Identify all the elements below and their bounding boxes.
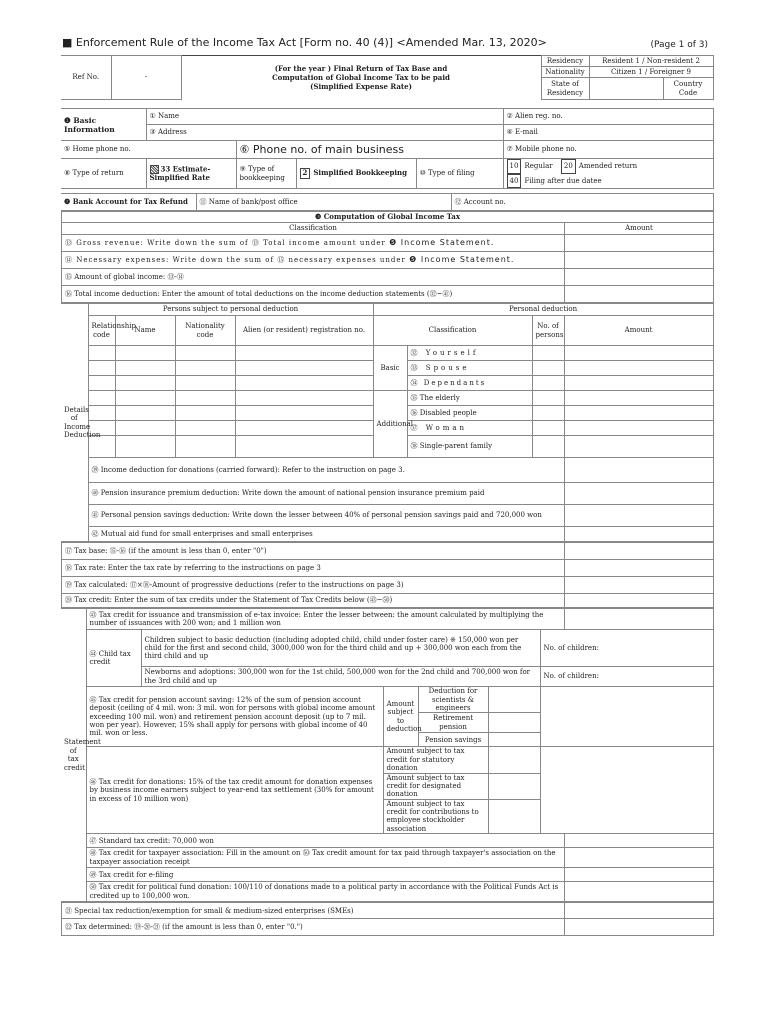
statutory-donation-amount[interactable] (488, 747, 540, 773)
type-book-value: Simplified Bookkeeping (313, 168, 407, 178)
state-label: State of Residency (541, 78, 589, 100)
sci-engineers-label: Deduction for scientists & engineers (418, 687, 488, 713)
table-cell[interactable] (175, 376, 235, 391)
dependants-label: ㉞ Dependants (407, 376, 532, 391)
type-book-code: 2 (300, 168, 311, 178)
global-income-amount[interactable] (565, 269, 714, 286)
table-cell[interactable] (88, 376, 115, 391)
type-return-code: 33 (160, 164, 171, 174)
tax-determined-amount[interactable] (565, 919, 714, 936)
table-cell[interactable] (235, 346, 373, 361)
expenses-label: ⑭ Necessary expenses: Write down the sum of ⑮ necessary expenses under (65, 256, 410, 265)
title-line-2: Computation of Global Income Tax to be paid (272, 73, 450, 83)
tax-base-amount[interactable] (565, 543, 714, 560)
mutual-aid-amount[interactable] (564, 527, 713, 542)
amount-header: Amount (565, 223, 714, 235)
donations-deduction-label: ㊴ Income deduction for donations (carried forward): Refer to the instruction on page 3. (88, 458, 564, 483)
disabled-label: ㊱ Disabled people (407, 406, 532, 421)
table-cell[interactable] (88, 406, 115, 421)
type-book-option[interactable] (296, 159, 416, 189)
ref-label: Ref No. (61, 56, 111, 100)
alien-header: Alien (or resident) registration no. (235, 316, 373, 346)
state-field[interactable] (589, 78, 663, 100)
residency-label: Residency (541, 56, 589, 67)
form-header: ■ Enforcement Rule of the Income Tax Act [Form no. 40 (4)] <Amended Mar. 13, 2020> (62, 36, 547, 49)
filing-opt-1: Regular (524, 162, 553, 170)
ref-value: - (111, 56, 181, 100)
total-deduction-amount[interactable] (565, 286, 714, 303)
expenses-ref: ❺ Income Statement. (409, 255, 515, 265)
tax-rate-label: ⑱ Tax rate: Enter the tax rate by referring to the instructions on page 3 (62, 560, 565, 577)
type-return-value: Estimate-Simplified Rate (149, 164, 211, 182)
table-cell[interactable] (564, 421, 713, 436)
deduction-details (61, 303, 714, 542)
persons-header: Persons subject to personal deduction (88, 304, 373, 316)
pension-insurance-amount[interactable] (564, 483, 713, 505)
table-cell[interactable] (175, 436, 235, 458)
tax-credit-amount[interactable] (565, 594, 714, 608)
expenses-amount[interactable] (565, 252, 714, 269)
table-cell[interactable] (175, 421, 235, 436)
table-cell[interactable] (532, 346, 564, 361)
tax-base-label: ⑰ Tax base: ⑮-⑯ (if the amount is less than 0, enter "0") (62, 543, 565, 560)
tax-credit-statement (61, 608, 714, 902)
designated-donation-amount[interactable] (488, 773, 540, 799)
classification-header: Classification (62, 223, 565, 235)
filing-code-2[interactable]: 20 (561, 159, 576, 174)
newborn-count[interactable]: No. of children: (540, 667, 713, 687)
final-lines (61, 902, 714, 936)
residency-value[interactable]: Resident 1 / Non-resident 2 (589, 56, 713, 67)
table-cell[interactable] (115, 376, 175, 391)
pension-savings-label: ㊶ Personal pension savings deduction: Write down the lesser between 40% of personal pension savings paid and 720,000 won (88, 505, 564, 527)
pension-savings-amount[interactable] (564, 505, 713, 527)
child-credit-text: Children subject to basic deduction (including adopted child, child under foster care) ※ 150,000 won per child for the first and second child, 3000,000 won for the third child and up + 300,000 won each from the third child and up (141, 630, 540, 667)
nationality-label: Nationality (541, 67, 589, 78)
retirement-pension-label: Retirement pension (418, 713, 488, 733)
donation-credit-text: ㊻ Tax credit for donations: 15% of the tax credit amount for donation expenses by business income earners subject to year-end tax settlement (30% for amount in excess of 10 million won) (86, 747, 383, 834)
credit-side-label: Statement of tax credit (61, 609, 86, 902)
child-count[interactable]: No. of children: (540, 630, 713, 667)
tax-return-form (61, 55, 713, 936)
table-cell[interactable] (115, 436, 175, 458)
table-cell[interactable] (175, 391, 235, 406)
total-deduction-label: ⑯ Total income deduction: Enter the amount of total deductions on the income deduction statements (㉜~㊶) (62, 286, 565, 303)
computation-title: ❸ Computation of Global Income Tax (62, 212, 714, 223)
page-number: (Page 1 of 3) (650, 40, 708, 50)
table-cell[interactable] (235, 361, 373, 376)
table-cell[interactable] (175, 346, 235, 361)
table-cell[interactable] (115, 421, 175, 436)
table-cell[interactable] (564, 376, 713, 391)
donation-credit-amount[interactable] (540, 747, 713, 834)
table-cell[interactable] (532, 406, 564, 421)
filing-opt-3: Filing after due datee (524, 176, 602, 185)
table-cell[interactable] (115, 361, 175, 376)
bank-account (61, 193, 714, 211)
relationship-header: Relationship code (88, 316, 115, 346)
tax-calculated-amount[interactable] (565, 577, 714, 594)
num-persons-header: No. of persons (532, 316, 564, 346)
etax-label: ㊸ Tax credit for issuance and transmission of e-tax invoice: Enter the lesser between: the amount calculated by multiplying the number of issuances with 200 won; and 1 million won (86, 609, 564, 630)
single-parent-label: ㊳ Single-parent family (407, 436, 532, 458)
table-cell[interactable] (235, 391, 373, 406)
type-return-label: ⑧ Type of return (61, 159, 146, 189)
sci-engineers-amount[interactable] (488, 687, 540, 713)
table-cell[interactable] (115, 406, 175, 421)
address-field[interactable]: ③ Address (146, 125, 503, 141)
standard-credit-amount[interactable] (564, 834, 713, 848)
amount-subject-label: Amount subject to deduction (383, 687, 418, 747)
table-cell[interactable] (235, 436, 373, 458)
account-field[interactable]: ⑫ Account no. (451, 194, 713, 211)
basic-info-label: ❶ Basic Information (61, 109, 146, 141)
bank-label: ❷ Bank Account for Tax Refund (61, 194, 196, 211)
pension-credit-amount[interactable] (540, 687, 713, 747)
donations-deduction-amount[interactable] (564, 458, 713, 483)
table-cell[interactable] (564, 391, 713, 406)
title-line-3: (Simplified Expense Rate) (310, 82, 412, 92)
title-line-1: (For the year ) Final Return of Tax Base and (274, 63, 448, 73)
table-cell[interactable] (564, 406, 713, 421)
basic-label: Basic (373, 346, 407, 391)
table-cell[interactable] (175, 406, 235, 421)
tax-rate-amount[interactable] (565, 560, 714, 577)
mobile-field[interactable]: ⑦ Mobile phone no. (503, 141, 713, 159)
table-cell[interactable] (532, 391, 564, 406)
child-credit-label: ㊹ Child tax credit (86, 630, 141, 687)
designated-donation-label: Amount subject to tax credit for designated donation (383, 773, 488, 799)
business-phone-field[interactable]: ⑥ Phone no. of main business (236, 141, 503, 159)
association-credit-amount[interactable] (564, 848, 713, 868)
gross-revenue-label: ⑬ Gross revenue: Write down the sum of ⑬ Total income amount under (65, 239, 390, 248)
table-cell[interactable] (532, 436, 564, 458)
bank-name-field[interactable]: ⑪ Name of bank/post office (196, 194, 451, 211)
table-cell[interactable] (532, 361, 564, 376)
filing-opt-2: Amended return (578, 162, 638, 170)
table-cell[interactable] (235, 421, 373, 436)
nationality-header: Nationality code (175, 316, 235, 346)
type-return-option[interactable] (146, 159, 236, 189)
nationality-value[interactable]: Citizen 1 / Foreigner 9 (589, 67, 713, 78)
tax-calculated-label: ⑲ Tax calculated: ⑰×⑱-Amount of progressive deductions (refer to the instructions on page 3) (62, 577, 565, 594)
table-cell[interactable] (88, 391, 115, 406)
etax-amount[interactable] (564, 609, 713, 630)
political-credit-amount[interactable] (564, 882, 713, 902)
table-cell[interactable] (175, 361, 235, 376)
name-header: Name (115, 316, 175, 346)
pension-credit-text: ㊺ Tax credit for pension account saving: 12% of the sum of pension account deposit (ceiling of 4 mil. won: 3 mil. won for persons with global income amount exceeding 100 mil. won) and retirement pension account deposit (up to 7 mil. won per year). However, 15% shall apply for persons with global income of 40 mil. won or less. (86, 687, 383, 747)
retirement-pension-amount[interactable] (488, 713, 540, 733)
home-phone-field[interactable]: ⑤ Home phone no. (61, 141, 236, 159)
table-cell[interactable] (564, 346, 713, 361)
additional-label: Additional (373, 391, 407, 458)
elderly-label: ㉟ The elderly (407, 391, 532, 406)
gross-revenue-ref: ❺ Income Statement. (389, 238, 495, 248)
gross-revenue-amount[interactable] (565, 235, 714, 252)
tax-lines (61, 542, 714, 608)
table-cell[interactable] (564, 361, 713, 376)
title-block (61, 55, 714, 100)
table-cell[interactable] (88, 361, 115, 376)
table-cell[interactable] (235, 376, 373, 391)
standard-credit-label: ㊼ Standard tax credit: 70,000 won (86, 834, 564, 848)
alien-reg-field[interactable]: ② Alien reg. no. (503, 109, 713, 125)
table-cell[interactable] (88, 346, 115, 361)
mutual-aid-label: ㊷ Mutual aid fund for small enterprises and small enterprises (88, 527, 564, 542)
type-book-label: ⑨ Type of bookkeeping (236, 159, 296, 189)
classification-header: Classification (373, 316, 532, 346)
association-credit-label: ㊽ Tax credit for taxpayer association: Fill in the amount on ㊿ Tax credit amount for tax paid through taxpayer's association on the taxpayer association receipt (86, 848, 564, 868)
efiling-credit-amount[interactable] (564, 868, 713, 882)
filing-code-3[interactable]: 40 (507, 174, 522, 189)
esop-donation-label: Amount subject to tax credit for contributions to employee stockholder association (383, 799, 488, 834)
basic-info (61, 108, 714, 189)
pension-savings-amount[interactable] (488, 733, 540, 747)
deduction-side-label: Details of Income Deduction (61, 304, 88, 542)
esop-donation-amount[interactable] (488, 799, 540, 834)
type-filing-label: ⑩ Type of filing (416, 159, 503, 189)
table-cell[interactable] (115, 346, 175, 361)
tax-credit-label: ⑳ Tax credit: Enter the sum of tax credits under the Statement of Tax Credits below (㊸~㊿) (62, 594, 565, 608)
personal-header: Personal deduction (373, 304, 713, 316)
computation-table (61, 211, 714, 303)
tax-determined-label: ㉒ Tax determined: ⑲-⑳-㉑ (if the amount is less than 0, enter "0.") (62, 919, 565, 936)
global-income-label: ⑮ Amount of global income: ⑬-⑭ (62, 269, 565, 286)
table-cell[interactable] (532, 376, 564, 391)
pension-savings-label: Pension savings (418, 733, 488, 747)
filing-code-1[interactable]: 10 (507, 159, 522, 174)
efiling-credit-label: ㊾ Tax credit for e-filing (86, 868, 564, 882)
woman-label: ㊲ Woman (407, 421, 532, 436)
statutory-donation-label: Amount subject to tax credit for statutory donation (383, 747, 488, 773)
pension-insurance-label: ㊵ Pension insurance premium deduction: Write down the amount of national pension insurance premium paid (88, 483, 564, 505)
country-code[interactable]: Country Code (663, 78, 713, 100)
yourself-label: ㉜ Yourself (407, 346, 532, 361)
amount-header: Amount (564, 316, 713, 346)
table-cell[interactable] (115, 391, 175, 406)
newborn-text: Newborns and adoptions: 300,000 won for the 1st child, 500,000 won for the 2nd child and 700,000 won for the 3rd child and up (141, 667, 540, 687)
email-field[interactable]: ④ E-mail (503, 125, 713, 141)
name-field[interactable]: ① Name (146, 109, 503, 125)
table-cell[interactable] (235, 406, 373, 421)
political-credit-label: ㊿ Tax credit for political fund donation: 100/110 of donations made to a political party in accordance with the Political Funds Act is credited up to 100,000 won. (86, 882, 564, 902)
sme-reduction-label: ㉑ Special tax reduction/exemption for small & medium-sized enterprises (SMEs) (62, 903, 565, 919)
spouse-label: ㉝ Spouse (407, 361, 532, 376)
table-cell[interactable] (564, 436, 713, 458)
table-cell[interactable] (532, 421, 564, 436)
sme-reduction-amount[interactable] (565, 903, 714, 919)
